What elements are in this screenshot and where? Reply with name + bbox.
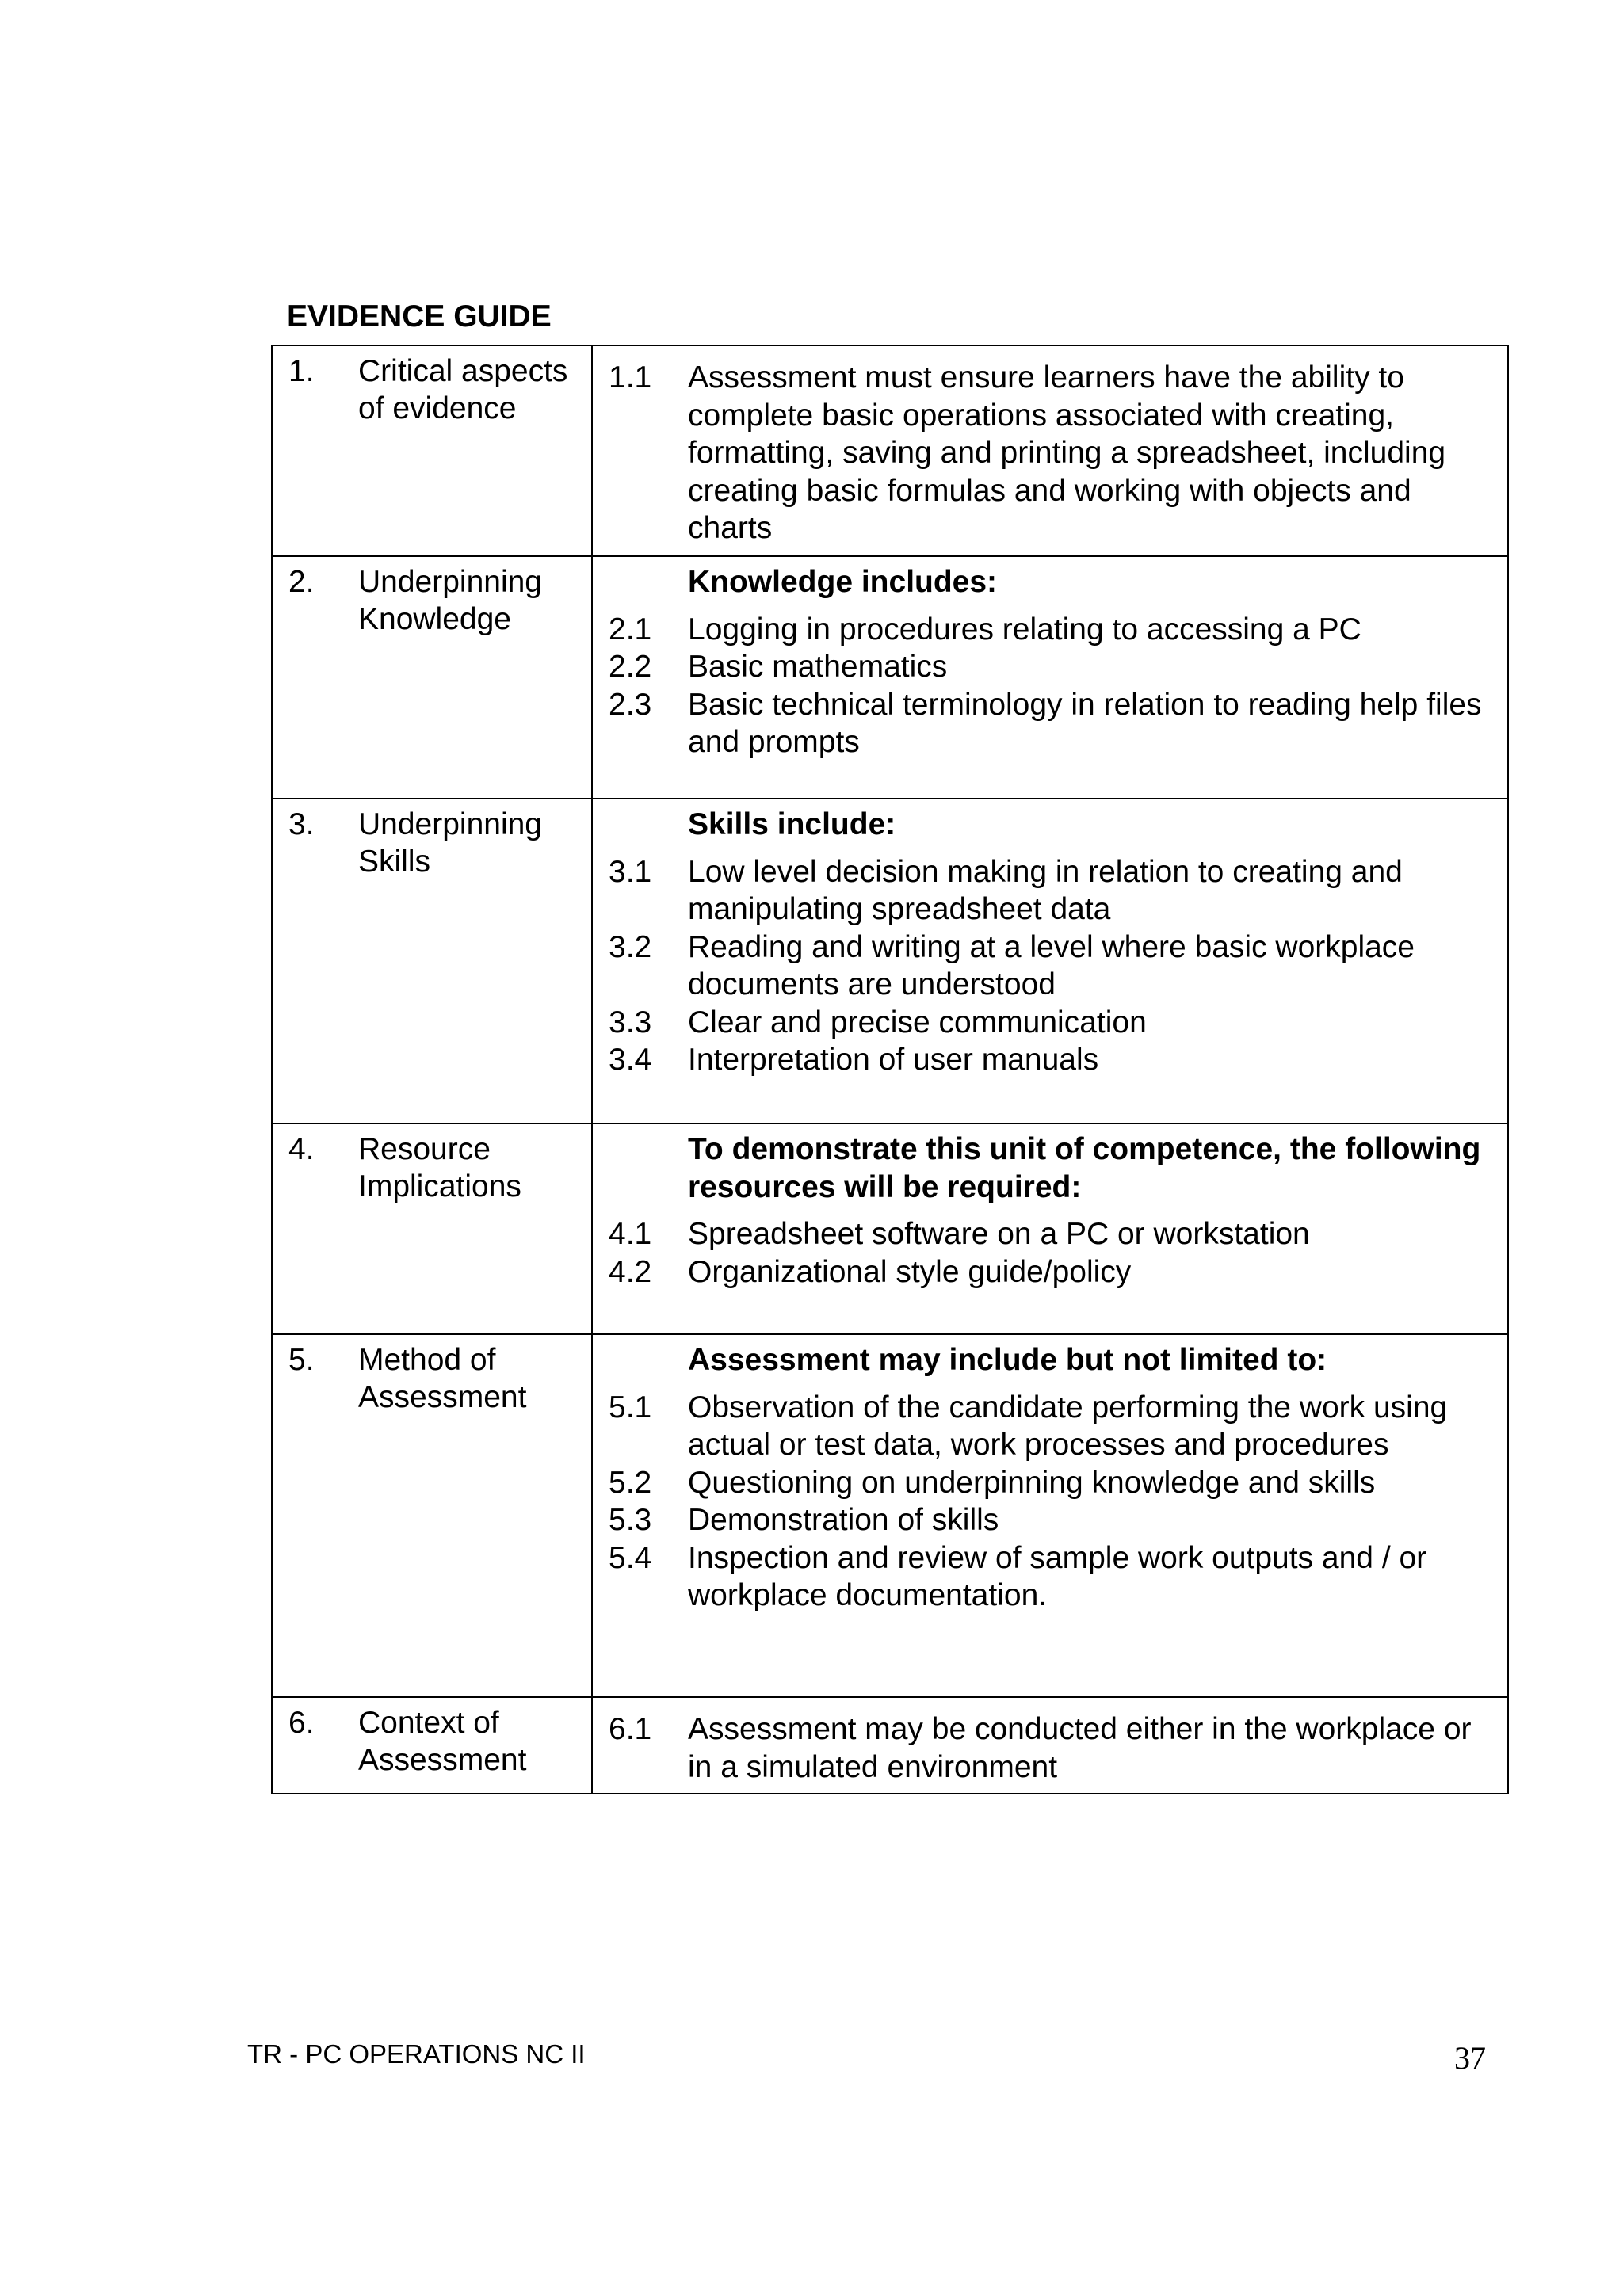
list-item [609,1501,1491,1539]
item-text: Clear and precise communication [688,1005,1147,1039]
item-text: Spreadsheet software on a PC or workstation [688,1217,1310,1251]
footer-page-number: 37 [1454,2040,1486,2076]
row-label: Resource Implications [358,1132,521,1203]
row-intro: Skills include: [688,807,896,841]
list-item [609,1215,1491,1253]
table-row [272,799,1508,1123]
item-number: 5.2 [609,1465,652,1500]
list-item [609,1539,1491,1615]
list-item [609,1711,1491,1786]
item-text: Low level decision making in relation to creating and manipulating spreadsheet data [688,854,1403,926]
list-item [609,648,1491,686]
row-content-cell [592,1697,1508,1794]
item-number: 5.4 [609,1540,652,1575]
item-number: 3.2 [609,929,652,964]
item-text: Observation of the candidate performing the work using actual or test data, work processes and procedures [688,1390,1448,1462]
item-text: Questioning on underpinning knowledge and skills [688,1465,1376,1500]
list-item [609,686,1491,761]
row-number: 4. [288,1132,315,1166]
item-text: Reading and writing at a level where basic workplace documents are understood [688,929,1415,1001]
table-row [272,1334,1508,1697]
row-number: 2. [288,565,315,599]
item-text: Logging in procedures relating to accessing a PC [688,612,1361,646]
row-label-cell [272,799,592,1123]
row-number: 5. [288,1343,315,1377]
row-label-cell [272,1123,592,1334]
row-content-cell [592,345,1508,556]
table-row [272,1697,1508,1794]
item-number: 3.4 [609,1043,652,1077]
list-item [609,929,1491,1004]
row-content-cell [592,799,1508,1123]
item-number: 5.1 [609,1390,652,1425]
row-number: 1. [288,354,315,388]
list-item [609,1041,1491,1079]
list-item [609,1389,1491,1464]
item-text: Basic mathematics [688,650,948,684]
item-text: Interpretation of user manuals [688,1043,1099,1077]
item-number: 1.1 [609,360,652,395]
table-row [272,1123,1508,1334]
row-label-cell [272,1334,592,1697]
list-item [609,611,1491,649]
item-text: Organizational style guide/policy [688,1254,1132,1289]
item-text: Inspection and review of sample work outputs and / or workplace documentation. [688,1540,1427,1612]
item-number: 5.3 [609,1503,652,1537]
row-label: Critical aspects of evidence [358,354,568,425]
row-intro: To demonstrate this unit of competence, the following resources will be required: [688,1132,1481,1204]
table-row [272,345,1508,556]
row-label-cell [272,556,592,799]
row-label: Underpinning Knowledge [358,565,543,636]
item-text: Assessment may be conducted either in the workplace or in a simulated environment [688,1712,1472,1784]
list-item [609,1253,1491,1291]
table-row [272,556,1508,799]
row-label: Context of Assessment [358,1706,527,1777]
item-number: 6.1 [609,1712,652,1746]
row-number: 3. [288,807,315,841]
list-item [609,853,1491,929]
list-item [609,1004,1491,1042]
list-item [609,359,1491,547]
item-text: Demonstration of skills [688,1503,999,1537]
item-text: Basic technical terminology in relation to reading help files and prompts [688,687,1482,759]
list-item [609,1464,1491,1502]
row-label: Underpinning Skills [358,807,543,879]
item-number: 2.1 [609,612,652,646]
row-content-cell [592,556,1508,799]
row-intro: Knowledge includes: [688,565,998,599]
footer-document-title: TR - PC OPERATIONS NC II [247,2039,586,2069]
item-number: 4.2 [609,1254,652,1289]
row-label-cell [272,345,592,556]
item-number: 2.2 [609,650,652,684]
evidence-guide-heading: EVIDENCE GUIDE [287,299,552,334]
item-text: Assessment must ensure learners have the ability to complete basic operations associated with creating, formatting, saving and printing a spreadsheet, including creating basic formulas and working with objects and charts [688,360,1446,545]
item-number: 4.1 [609,1217,652,1251]
row-number: 6. [288,1706,315,1740]
item-number: 3.1 [609,854,652,889]
row-label-cell [272,1697,592,1794]
row-content-cell [592,1123,1508,1334]
item-number: 3.3 [609,1005,652,1039]
row-intro: Assessment may include but not limited to: [688,1343,1327,1377]
row-content-cell [592,1334,1508,1697]
row-label: Method of Assessment [358,1343,527,1414]
item-number: 2.3 [609,687,652,722]
evidence-guide-table [271,345,1509,1794]
